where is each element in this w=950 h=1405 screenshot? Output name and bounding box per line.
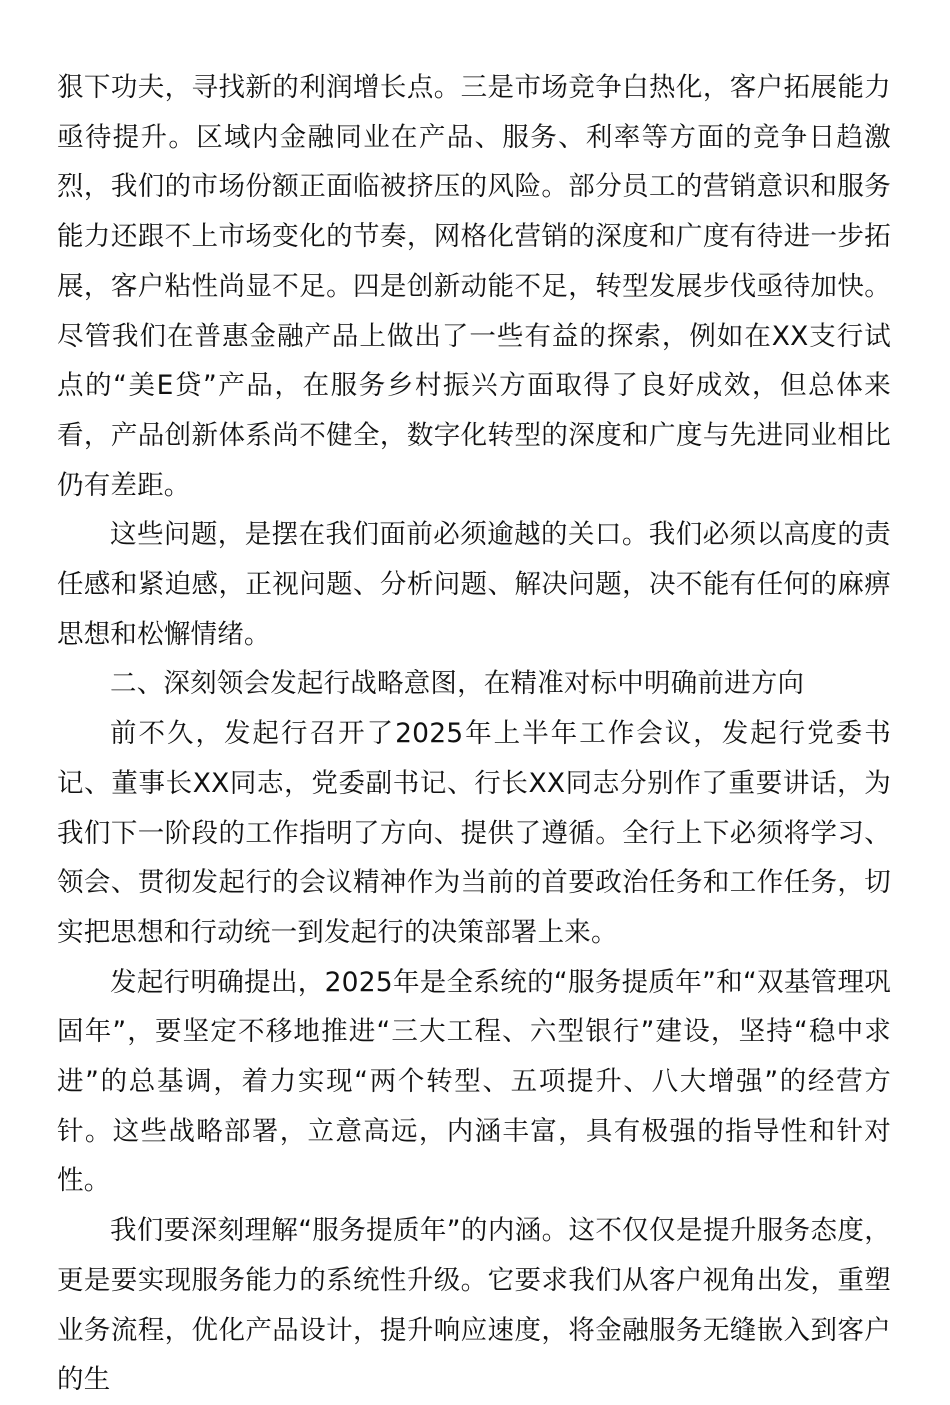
paragraph-service-quality: 我们要深刻理解“服务提质年”的内涵。这不仅仅是提升服务态度，更是要实现服务能力的系统性升级。它要求我们从客户视角出发，重塑业务流程，优化产品设计，提升响应速度，将金融服务无缝嵌入到客户的生 <box>57 1215 891 1396</box>
paragraph-meeting: 前不久，发起行召开了2025年上半年工作会议，发起行党委书记、董事长XX同志，党委副书记、行长XX同志分别作了重要讲话，为我们下一阶段的工作指明了方向、提供了遵循。全行上下必须将学习、领会、贯彻发起行的会议精神作为当前的首要政治任务和工作任务，切实把思想和行动统一到发起行的决策部署上来。 <box>57 718 891 948</box>
paragraph-challenges: 狠下功夫，寻找新的利润增长点。三是市场竞争白热化，客户拓展能力亟待提升。区域内金融同业在产品、服务、利率等方面的竞争日趋激烈，我们的市场份额正面临被挤压的风险。部分员工的营销意识和服务能力还跟不上市场变化的节奏，网格化营销的深度和广度有待进一步拓展，客户粘性尚显不足。四是创新动能不足，转型发展步伐亟待加快。尽管我们在普惠金融产品上做出了一些有益的探索，例如在XX支行试点的“美E贷”产品，在服务乡村振兴方面取得了良好成效，但总体来看，产品创新体系尚不健全，数字化转型的深度和广度与先进同业相比仍有差距。 <box>57 72 891 501</box>
paragraph-problems-summary: 这些问题，是摆在我们面前必须逾越的关口。我们必须以高度的责任感和紧迫感，正视问题、分析问题、解决问题，决不能有任何的麻痹思想和松懈情绪。 <box>57 519 891 650</box>
document-page <box>57 63 891 1405</box>
paragraph-strategy: 发起行明确提出，2025年是全系统的“服务提质年”和“双基管理巩固年”，要坚定不移地推进“三大工程、六型银行”建设，坚持“稳中求进”的总基调，着力实现“两个转型、五项提升、八大增强”的经营方针。这些战略部署，立意高远，内涵丰富，具有极强的指导性和针对性。 <box>57 966 891 1197</box>
section-heading-2: 二、深刻领会发起行战略意图，在精准对标中明确前进方向 <box>110 668 805 700</box>
